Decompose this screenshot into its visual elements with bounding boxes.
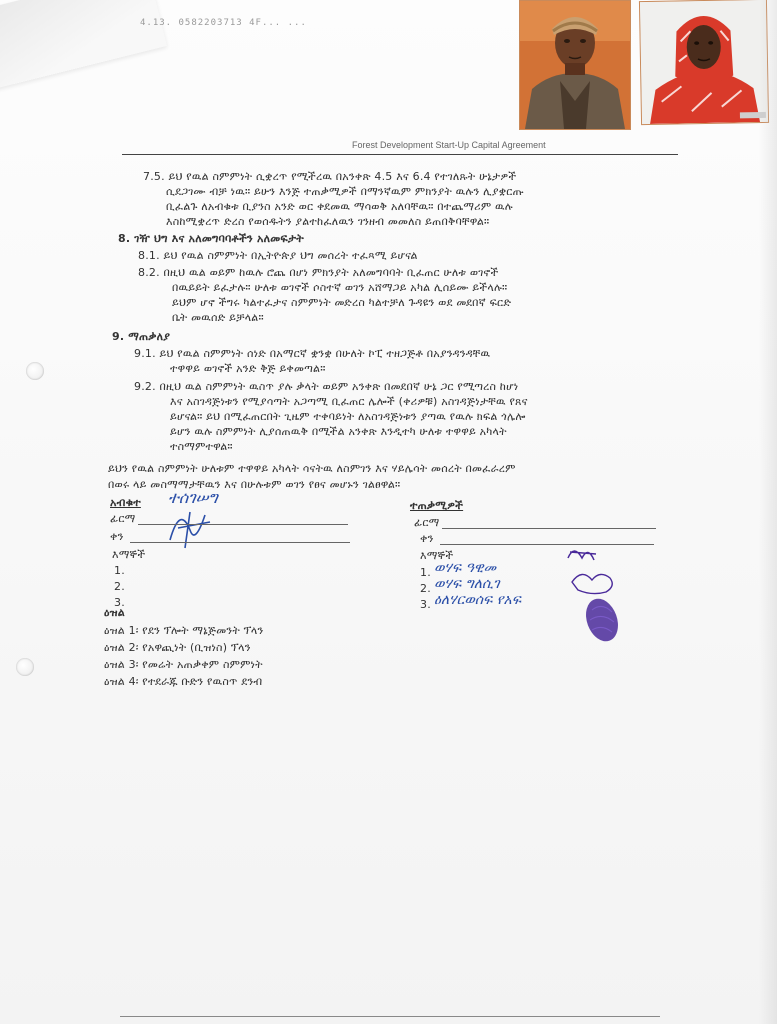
annex-title: ዕዝል [104,606,125,619]
annex-item-3: ዕዝል 3፡ የመሬት አጠቃቀም ስምምነት [104,658,263,671]
s92-line-2: እና አስገዳጅነቱን የሚያሳጣት አጋጣሚ ቢፈጠር ሌሎች (ቀሪዎቹ) አስገዳጅነታቸዉ የጸና [170,395,528,408]
left-witness-1: 1. [114,564,125,577]
s82-line-3: ይህም ሆኖ ችግሩ ካልተፈታና ስምምነት መድረስ ካልተቻለ ጉዳዩን ወደ መደበኛ ፍርድ [172,296,512,309]
left-party-label: አብቁተ [110,496,141,509]
punch-hole-bottom [16,658,34,676]
left-date-rule [130,542,350,543]
right-name-rule [442,528,656,529]
s9-title: 9. ማጠቃለያ [112,330,171,343]
header-title: Forest Development Start-Up Capital Agreement [352,140,546,150]
fax-header: 4.13. 0582203713 4F... ... [140,18,307,28]
s92-line-5: ተስማምተዋል። [170,440,233,453]
s75-line-2: ሲደጋገሙ ብቻ ነዉ። ይሁን እንጅ ተጠቃሚዎች በማንኛዉም ምክንያት ዉሉን ሊያቋርጡ [166,185,524,198]
right-party-label: ተጠቃሚዎች [410,499,464,512]
left-signature-scribble-icon [160,500,220,555]
closing-line-1: ይህን የዉል ስምምነት ሁለቱም ተዋዋይ አካላት ሳናትዉ ለስምገን እና ሃይሌሳት መሰረት በመፈራረም [108,462,516,475]
s75-line-1: 7.5. ይህ የዉል ስምምነት ሲቋረጥ የሚችረዉ በአንቀጽ 4.5 እና 6.4 የተገለጹት ሁኔታዎች [143,170,517,183]
footer-rule [120,1016,660,1017]
annex-item-4: ዕዝል 4፡ የተደራጁ ቡድን የዉስጥ ደንብ [104,675,263,688]
right-witness-1-signature: ወሃፍ ዓዊመ [434,560,497,576]
s92-line-3: ይሆናል። ይህ በሚፈጠርበት ጊዜም ተቀባይነት ለአስገዳጅነቱን ያጣዉ የዉሉ ክፍል ጎሌሎ [170,410,526,423]
left-name-label: ፊርማ [110,512,136,525]
left-witnesses-label: እማኞች [112,548,146,561]
left-signature: ተሰገሠግ [168,488,218,507]
s75-line-4: እስከሚቋረጥ ድረስ የወሰዱትን ያልተከፈለዉን ገንዘብ መመለስ ይጠበቅባቸዋል። [166,215,490,228]
photo-man-brown-jacket [519,0,631,130]
left-witness-2: 2. [114,580,125,593]
folded-corner [0,0,167,92]
s81-text: 8.1. ይህ የዉል ስምምነት በኢትዮጵያ ህግ መሰረት ተፈጻሚ ይሆናል [138,249,418,262]
annex-item-1: ዕዝል 1፡ የደን ፕሎት ማኔጅመንት ፕላን [104,624,264,637]
portrait-2-icon [640,0,768,124]
right-witness-2-number: 2. [420,582,431,595]
portrait-1-icon [520,1,630,129]
right-witness-2-signature: ወሃፍ ግለሲገ [434,576,500,592]
s92-line-1: 9.2. በዚህ ዉል ስምምነት ዉስጥ ያሉ ቃላት ወይም አንቀጽ በመደበኛ ሁኔ ጋር የሚጣረስ ከሆነ [134,380,519,393]
thumbprint-stamp-icon [562,540,632,650]
s75-line-3: ቢፈልጉ ለአብቁቱ ቢያንስ አንድ ወር ቀደመዉ ማሳወቅ አለባቸዉ። በተጨማሪም ዉሉ [166,200,513,213]
closing-line-2: በወሩ ላይ መስማማታቸዉን እና በሁሉቱም ወገን የፀና መሆኑን ገልፀዋል። [108,478,401,491]
right-name-label: ፊርማ [414,516,440,529]
s91-line-2: ተዋዋይ ወገኖች አንድ ቅጅ ይቀመጣል። [170,362,326,375]
header-rule [122,154,678,155]
left-name-rule [138,524,348,525]
annex-item-2: ዕዝል 2፡ የአዋጪነት (ቢዝነስ) ፕላን [104,641,251,654]
right-witnesses-label: እማኞች [420,549,454,562]
right-date-label: ቀን [420,532,434,545]
right-witness-3-number: 3. [420,598,431,611]
left-witness-3: 3. [114,596,125,609]
right-witness-3-signature: ዕለሃርወሰፍ የአፍ [434,592,522,608]
right-witness-1-number: 1. [420,566,431,579]
photo-man-red-scarf [639,0,769,125]
s92-line-4: ይሆን ዉሉ ስምምነት ሊያሰጠዉቅ በሚችል አንቀጽ እንዲተካ ሁለቱ ተዋዋይ አካላት [170,425,507,438]
s82-line-2: በዉይይት ይፈታሉ። ሁለቱ ወገኖች ሶስተኛ ወገን አሸማጋይ አካል ሊሰይሙ ይችላሉ። [172,281,508,294]
punch-hole-top [26,362,44,380]
left-date-label: ቀን [110,530,124,543]
s91-line-1: 9.1. ይህ የዉል ስምምነት ሰነድ በአማርኛ ቋንቋ በሁለት ኮፒ ተዘጋጅቶ በአያንዳንዳቸዉ [134,347,491,360]
s82-line-1: 8.2. በዚህ ዉል ወይም ከዉሉ ሮጨ በሆነ ምክንያት አለመግባባት ቢፈጠር ሁለቱ ወገኖች [138,266,499,279]
s8-title: 8. ገዥ ህግ እና አለመግባባቶችን አለመፍታት [118,232,304,245]
s82-line-4: ቤት መዉሰድ ይቻላል። [172,311,264,324]
